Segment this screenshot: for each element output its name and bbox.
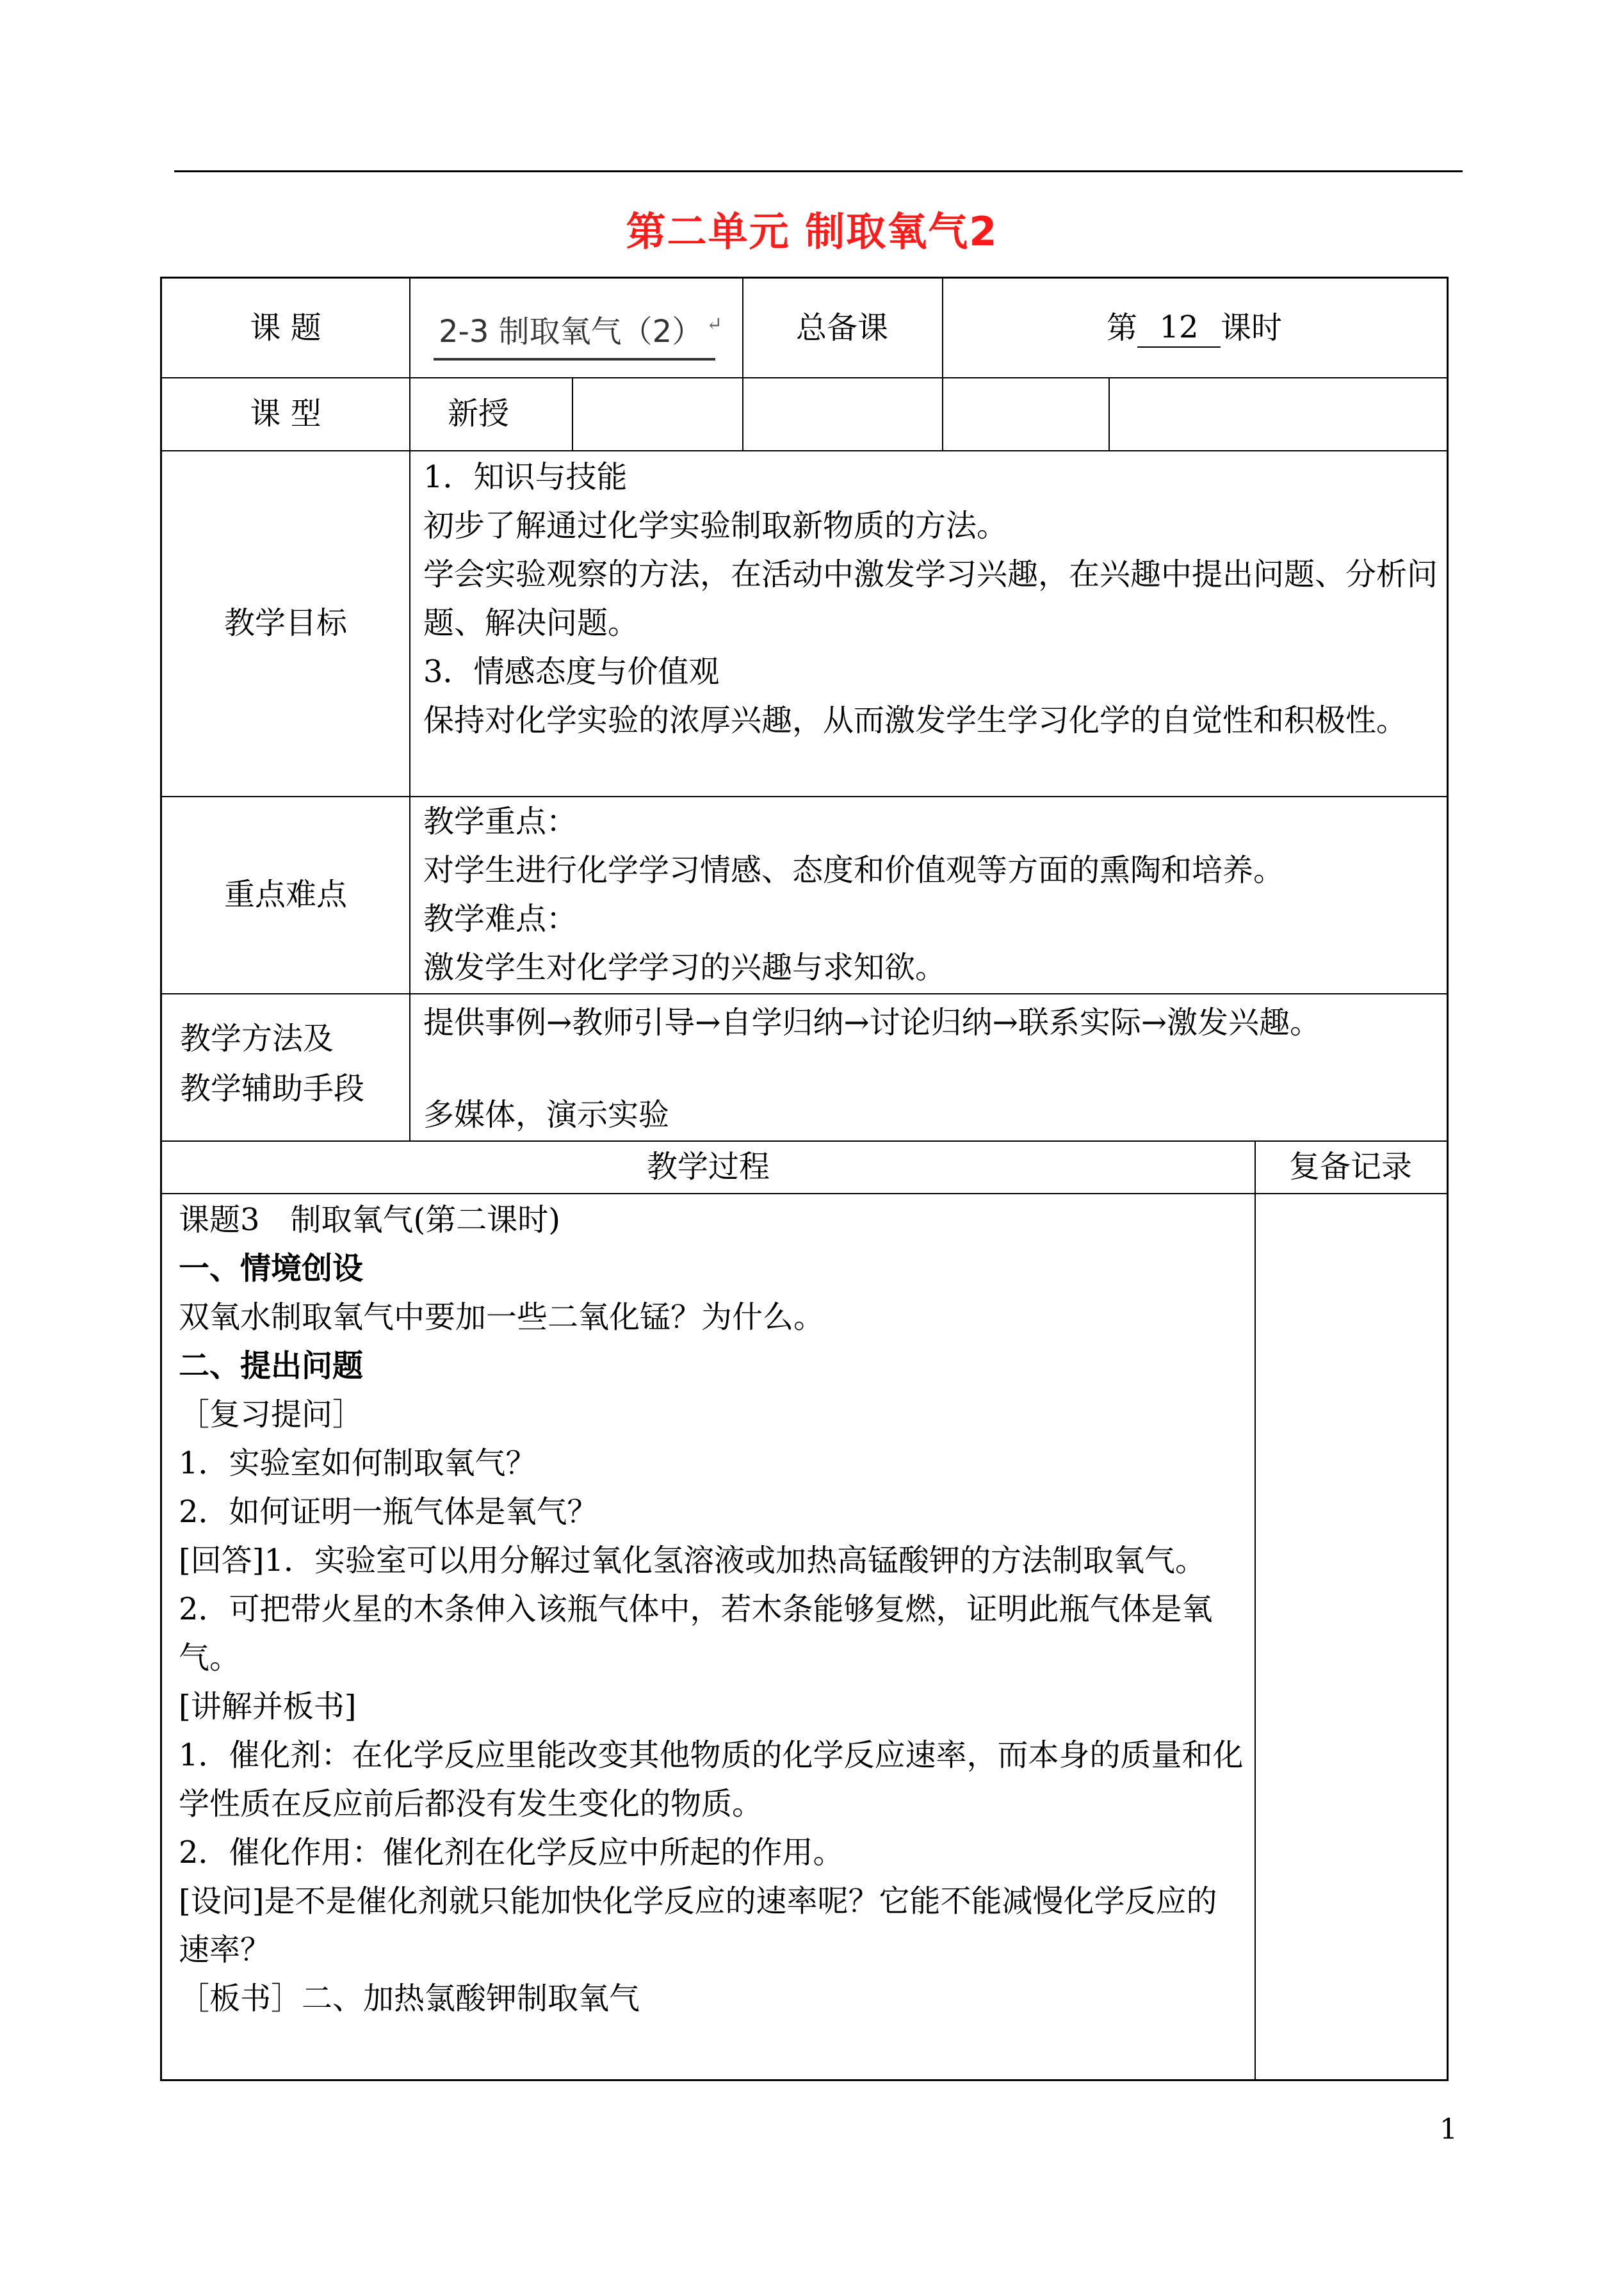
lesson-prefix: 第 xyxy=(1106,310,1137,346)
objectives-line: 保持对化学实验的浓厚兴趣，从而激发学生学习化学的自觉性和积极性。 xyxy=(423,702,1408,738)
lesson-count xyxy=(942,279,1447,377)
key-points-line: 教学难点： xyxy=(423,901,578,937)
type-value: 新授 xyxy=(448,396,510,432)
lesson-plan-table xyxy=(160,277,1449,2081)
process-paragraph: 2．可把带火星的木条伸入该瓶气体中，若木条能够复燃，证明此瓶气体是氧气。 xyxy=(179,1591,1213,1676)
row-divider xyxy=(162,993,1447,994)
methods-line: 多媒体，演示实验 xyxy=(423,1097,670,1133)
process-paragraph: 2．如何证明一瓶气体是氧气？ xyxy=(179,1494,598,1530)
document-title: 第二单元 制取氧气2 xyxy=(626,208,998,255)
lesson-suffix: 课时 xyxy=(1221,310,1283,346)
notes-header: 复备记录 xyxy=(1288,1149,1412,1185)
process-paragraph: 课题3 制取氧气(第二课时) xyxy=(179,1202,560,1238)
objectives-line: 学会实验观察的方法，在活动中激发学习兴趣，在兴趣中提出问题、分析问题、解决问题。 xyxy=(423,556,1438,641)
prep-label: 总备课 xyxy=(795,310,888,346)
section-heading: 二、提出问题 xyxy=(179,1348,364,1384)
objectives-line: 初步了解通过化学实验制取新物质的方法。 xyxy=(423,508,1008,544)
process-paragraph: [设问]是不是催化剂就只能加快化学反应的速率呢？它能不能减慢化学反应的速率？ xyxy=(179,1883,1217,1968)
topic-label: 课 题 xyxy=(250,310,321,346)
process-paragraph: [讲解并板书] xyxy=(179,1689,357,1724)
topic-value-box xyxy=(434,302,722,363)
objectives-line: 3．情感态度与价值观 xyxy=(423,654,720,690)
process-paragraph: 双氧水制取氧气中要加一些二氧化锰？为什么。 xyxy=(179,1299,825,1335)
key-points-line: 对学生进行化学学习情感、态度和价值观等方面的熏陶和培养。 xyxy=(423,852,1285,888)
methods-line: 提供事例→教师引导→自学归纳→讨论归纳→联系实际→激发兴趣。 xyxy=(423,1005,1321,1041)
methods-content xyxy=(423,998,1438,1139)
process-paragraph: 1．催化剂：在化学反应里能改变其他物质的化学反应速率，而本身的质量和化学性质在反应前后都没有发生变化的物质。 xyxy=(179,1737,1244,1822)
header-rule xyxy=(174,170,1463,172)
type-label: 课 型 xyxy=(250,396,321,432)
key-points-label: 重点难点 xyxy=(223,877,347,912)
key-points-line: 教学重点： xyxy=(423,804,578,839)
topic-value: 2-3 制取氧气（2） xyxy=(439,314,703,350)
methods-label-line: 教学方法及 xyxy=(180,1021,334,1057)
objectives-label: 教学目标 xyxy=(223,605,347,641)
page-number: 1 xyxy=(1440,2113,1458,2146)
return-mark-icon: ↵ xyxy=(706,313,723,336)
objectives-content xyxy=(423,453,1438,745)
process-paragraph: ［板书］二、加热氯酸钾制取氧气 xyxy=(179,1981,640,2016)
column-divider xyxy=(1108,377,1110,450)
section-heading: 一、情境创设 xyxy=(179,1251,364,1286)
methods-label-line: 教学辅助手段 xyxy=(180,1071,365,1107)
topic-underline xyxy=(434,358,715,361)
objectives-line: 1．知识与技能 xyxy=(423,459,628,495)
column-divider xyxy=(572,377,573,450)
column-divider xyxy=(1255,1140,1256,2079)
process-paragraph: 1．实验室如何制取氧气？ xyxy=(179,1445,537,1481)
process-content xyxy=(179,1196,1247,2023)
process-paragraph: 2．催化作用：催化剂在化学反应中所起的作用。 xyxy=(179,1835,844,1870)
key-points-line: 激发学生对化学学习的兴趣与求知欲。 xyxy=(423,950,946,985)
methods-label xyxy=(180,1014,404,1114)
lesson-number: 12 xyxy=(1137,308,1221,348)
process-paragraph: [回答]1．实验室可以用分解过氧化氢溶液或加热高锰酸钾的方法制取氧气。 xyxy=(179,1543,1206,1578)
process-header: 教学过程 xyxy=(646,1149,770,1185)
key-points-content xyxy=(423,797,1438,992)
process-paragraph: ［复习提问］ xyxy=(179,1397,364,1432)
